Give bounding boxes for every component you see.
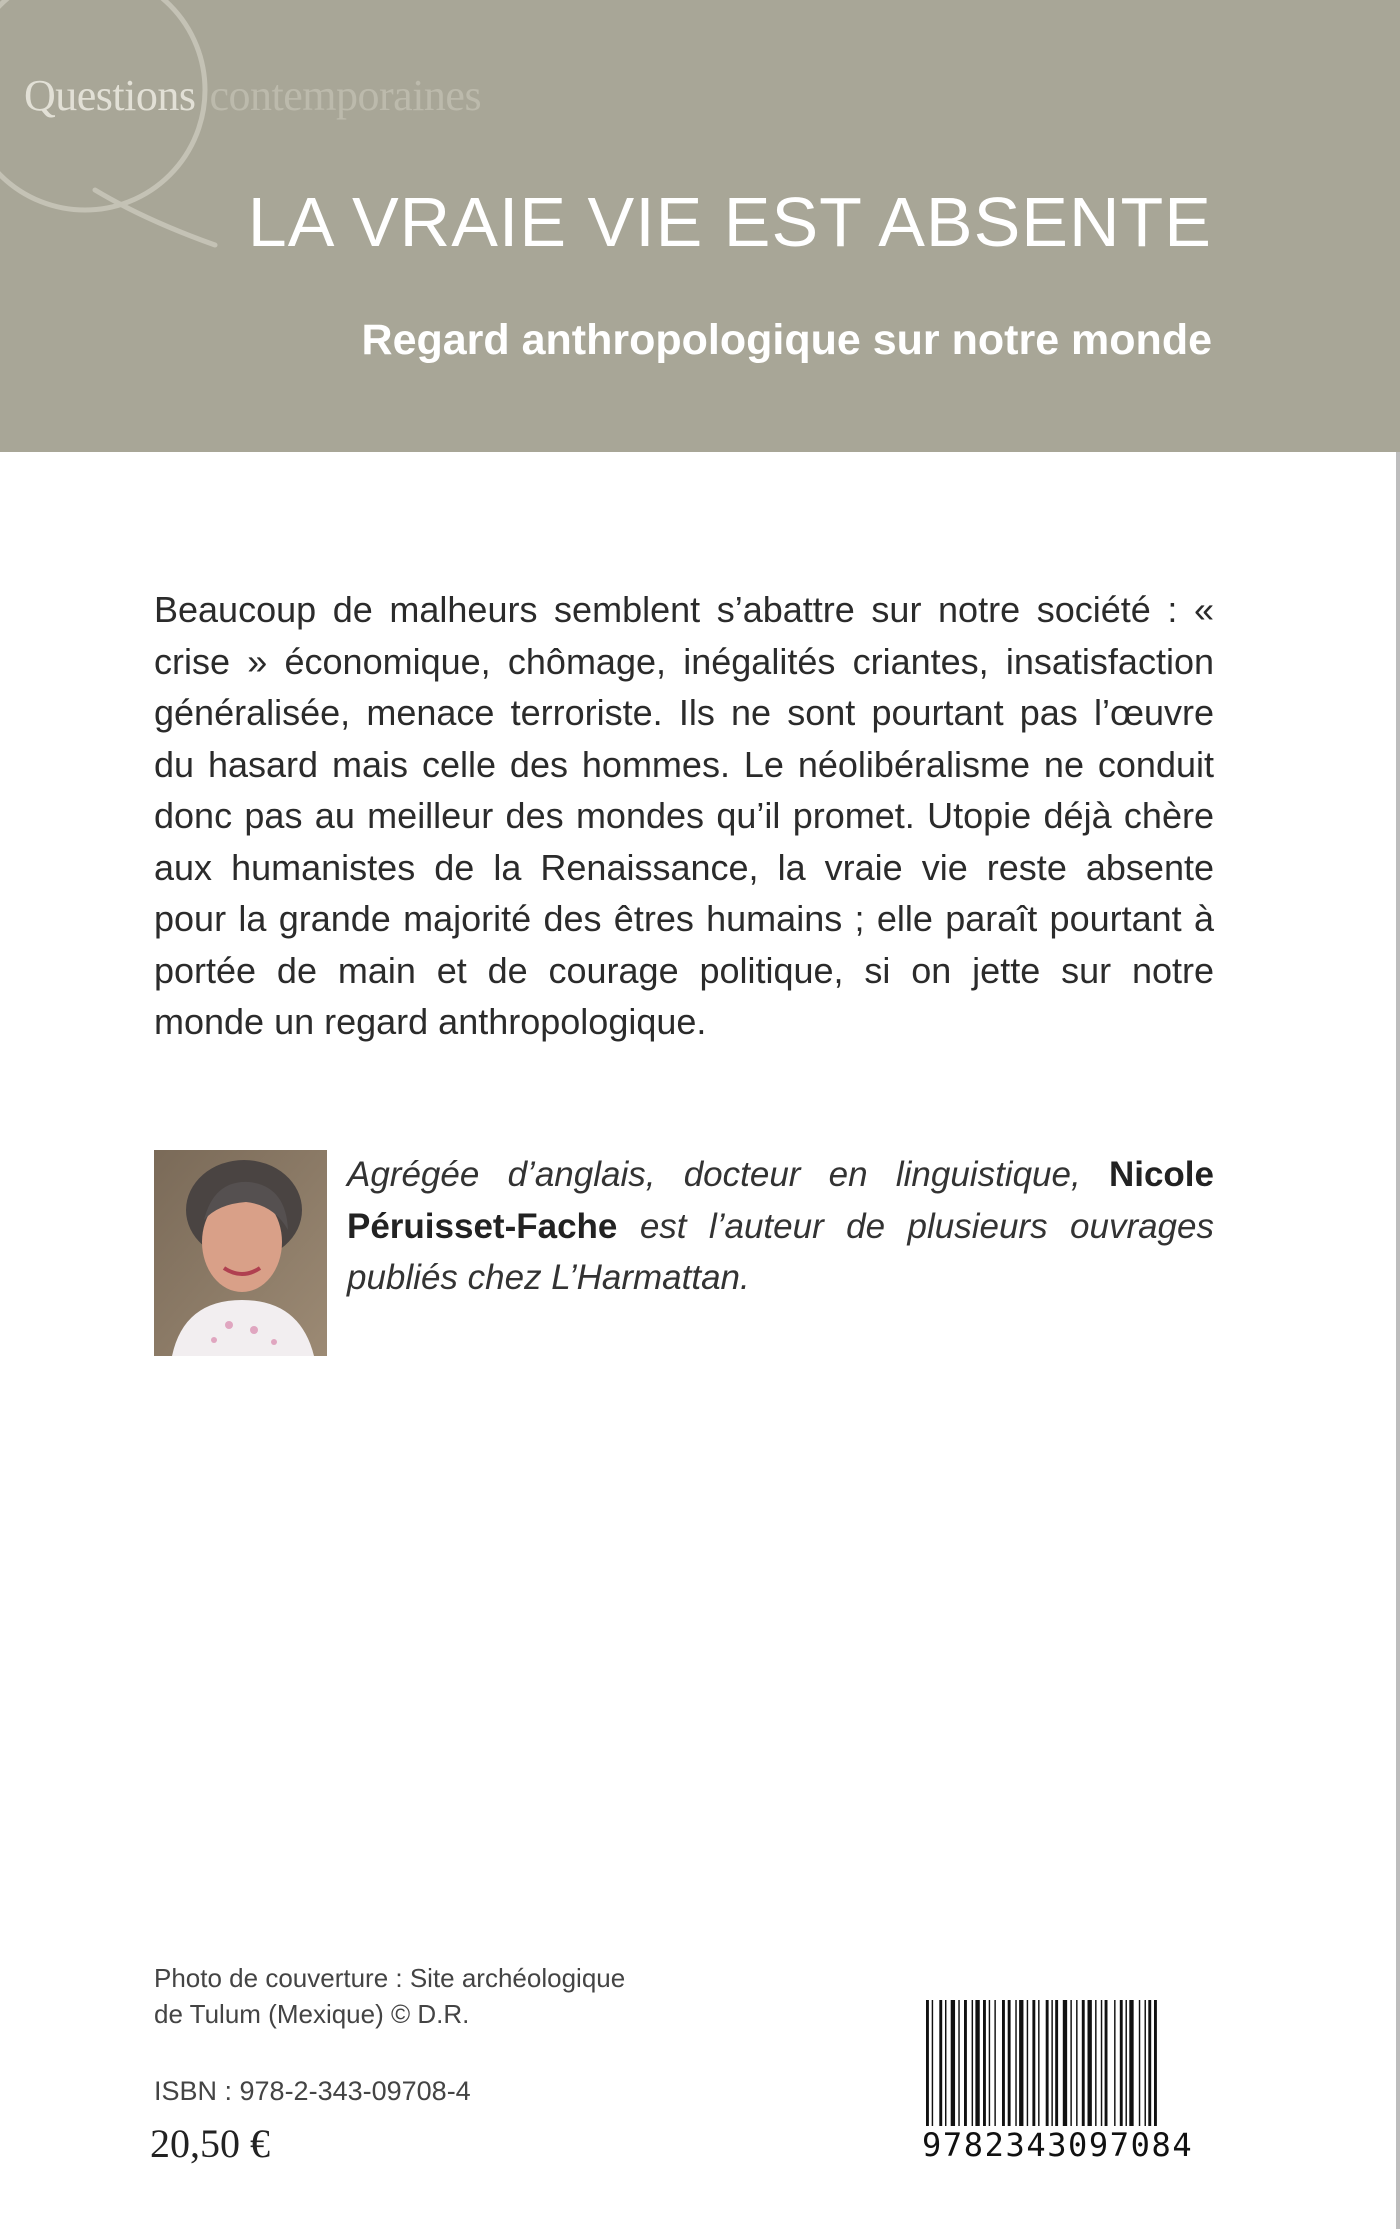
isbn: ISBN : 978-2-343-09708-4 (154, 2076, 471, 2106)
author-bio (347, 1149, 1214, 1304)
photo-credit (154, 1960, 654, 2032)
book-title: LA VRAIE VIE EST ABSENTE (247, 183, 1212, 261)
back-cover-blurb: Beaucoup de malheurs semblent s’abattre sur notre société : « crise » économique, chômage, inégalités criantes, insatisfaction généralisée, menace terroriste. Ils ne sont pourtant pas l’œuvre du hasard mais celle des hommes. Le néolibéralisme ne conduit donc pas au meilleur des mondes qu’il promet. Utopie déjà chère aux humanistes de la Renaissance, la vraie vie reste absente pour la grande majorité des êtres humains ; elle paraît pourtant à portée de main et de courage politique, si on jette sur notre monde un regard anthropologique. (154, 589, 1214, 1042)
series-name (24, 70, 481, 121)
photo-credit-line-2: de Tulum (Mexique) © D.R. (154, 1999, 470, 2029)
photo-credit-line-1: Photo de couverture : Site archéologique (154, 1963, 626, 1993)
series-word-contemporaines: contemporaines (209, 71, 482, 120)
author-name: Nicole Péruisset-Fache (347, 1155, 1214, 1246)
author-photo (154, 1150, 327, 1356)
price: 20,50 € (150, 2121, 270, 2166)
page-edge (1396, 452, 1400, 2229)
barcode-digits: 9782343097084 (920, 2126, 1222, 2164)
series-word-questions: Questions (24, 71, 196, 120)
author-bio-rest: est l’auteur de plusieurs ouvrages publiés chez L’Harmattan. (347, 1206, 1214, 1297)
author-bio-intro: Agrégée d’anglais, docteur en linguistique, (347, 1155, 1109, 1194)
cover-header (0, 0, 1400, 452)
book-subtitle: Regard anthropologique sur notre monde (361, 316, 1212, 364)
series-q-logo (0, 0, 225, 290)
